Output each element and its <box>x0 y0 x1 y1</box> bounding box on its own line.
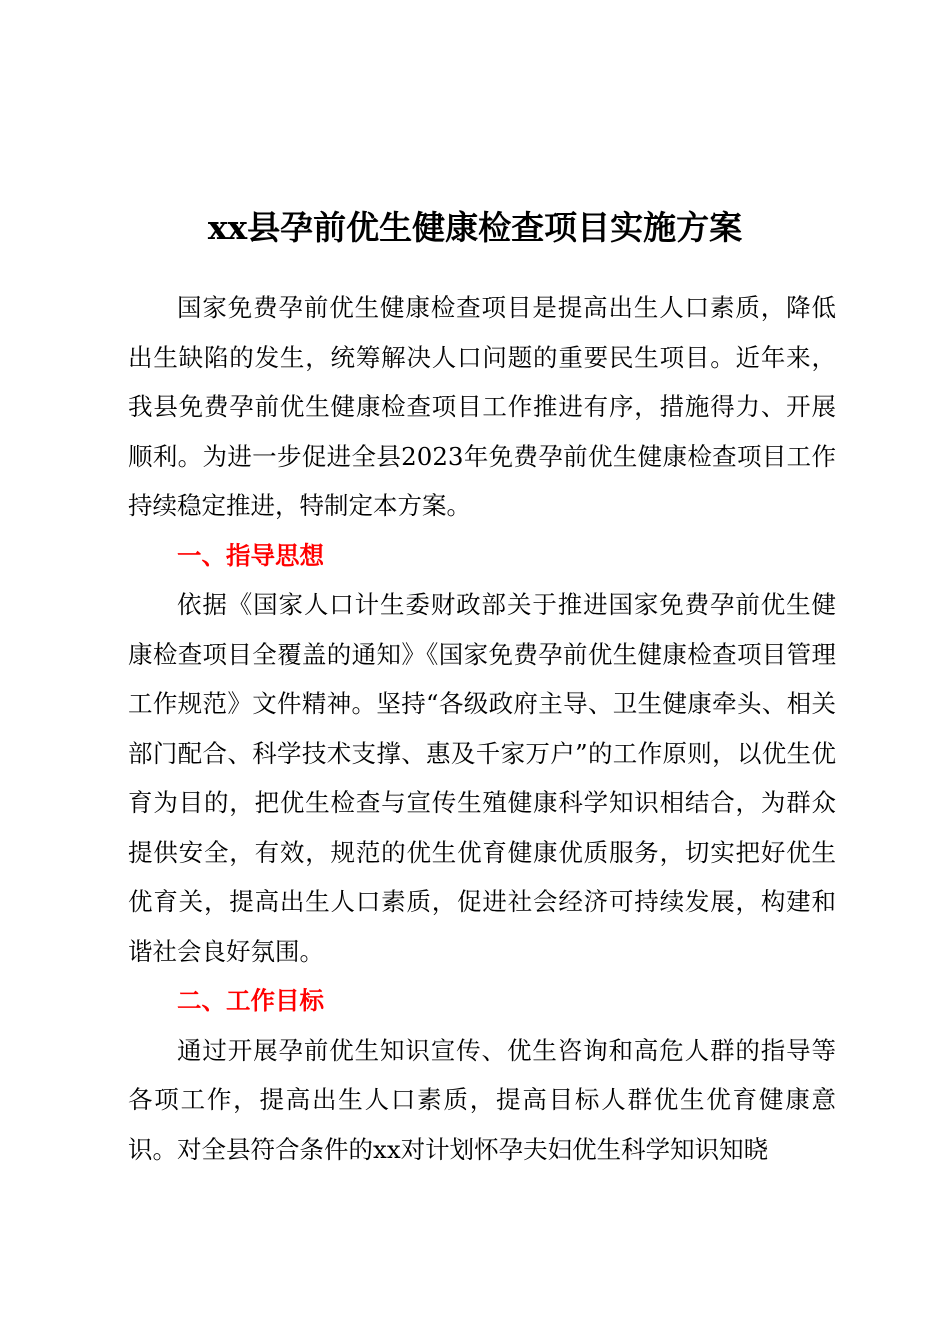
section-paragraph-work-goals: 通过开展孕前优生知识宣传、优生咨询和高危人群的指导等各项工作，提高出生人口素质，提高目标人群优生优育健康意识。对全县符合条件的xx对计划怀孕夫妇优生科学知识知晓 <box>128 1035 836 1164</box>
section-heading-work-goals: 二、工作目标 <box>177 986 324 1015</box>
document-body <box>128 283 836 1174</box>
intro-paragraph: 国家免费孕前优生健康检查项目是提高出生人口素质，降低出生缺陷的发生，统筹解决人口问题的重要民生项目。近年来，我县免费孕前优生健康检查项目工作推进有序，措施得力、开展顺利。为进一步促进全县2023年免费孕前优生健康检查项目工作持续稳定推进，特制定本方案。 <box>128 293 836 520</box>
section-heading-guiding-ideology: 一、指导思想 <box>177 540 324 570</box>
section-paragraph-guiding-ideology: 依据《国家人口计生委财政部关于推进国家免费孕前优生健康检查项目全覆盖的通知》《国家免费孕前优生健康检查项目管理工作规范》文件精神。坚持“各级政府主导、卫生健康牵头、相关部门配合、科学技术支撑、惠及千家万户”的工作原则，以优生优育为目的，把优生检查与宣传生殖健康科学知识相结合，为群众提供安全，有效，规范的优生优育健康优质服务，切实把好优生优育关，提高出生人口素质，促进社会经济可持续发展，构建和谐社会良好氛围。 <box>128 590 836 966</box>
document-title: xx县孕前优生健康检查项目实施方案 <box>207 208 743 247</box>
